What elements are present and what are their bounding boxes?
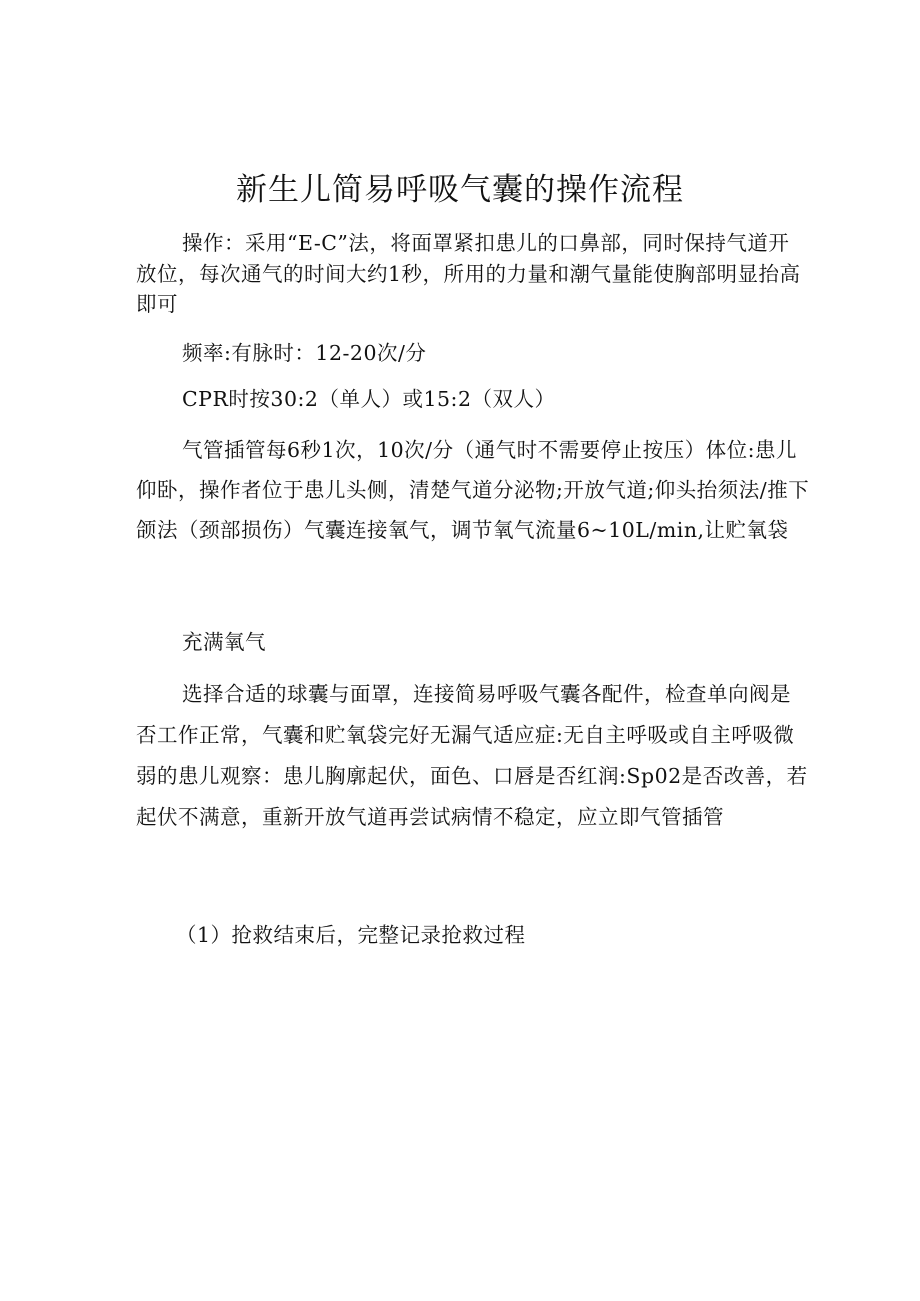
paragraph-record: （1）抢救结束后，完整记录抢救过程 [176,923,526,947]
document-title: 新生儿简易呼吸气囊的操作流程 [236,172,684,208]
paragraph-fill-oxygen: 充满氧气 [182,630,266,654]
paragraph-frequency: 频率:有脉时：12-20次/分 [182,341,427,365]
paragraph-intubation-position: 气管插管每6秒1次，10次/分（通气时不需要停止按压）体位:患儿仰卧，操作者位于患儿头侧，清楚气道分泌物;开放气道;仰头抬须法/推下颌法（颈部损伤）气囊连接氧气，调节氧气流量6~10L/min,让贮氧袋 [136,438,810,542]
paragraph-selection-indication: 选择合适的球囊与面罩，连接简易呼吸气囊各配件，检查单向阀是否工作正常，气囊和贮氧袋完好无漏气适应症:无自主呼吸或自主呼吸微弱的患儿观察：患儿胸廓起伏，面色、口唇是否红润:Sp02是否改善，若起伏不满意，重新开放气道再尝试病情不稳定，应立即气管插管 [136,682,808,829]
paragraph-cpr-ratio: CPR时按30:2（单人）或15:2（双人） [182,387,556,411]
paragraph-operation: 操作：采用“E-C”法，将面罩紧扣患儿的口鼻部，同时保持气道开放位，每次通气的时间大约1秒，所用的力量和潮气量能使胸部明显抬高即可 [136,231,801,316]
